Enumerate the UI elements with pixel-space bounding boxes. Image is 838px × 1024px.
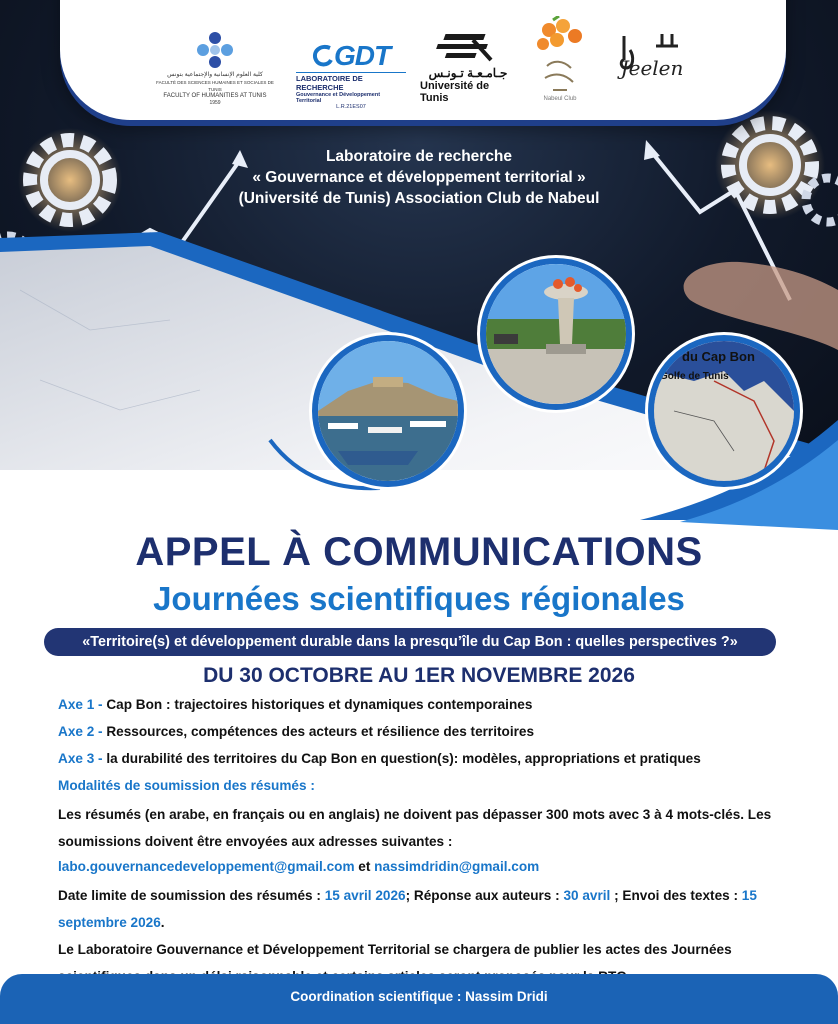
email-connector: et (354, 859, 375, 874)
jeelen-name: Jeelen (620, 56, 684, 80)
faculty-caption-fr: FACULTÉ DES SCIENCES HUMAINES ET SOCIALES DE TUNIS (156, 80, 274, 92)
axe-1-label: Axe 1 - (58, 697, 103, 712)
deadline-date-1: 15 avril 2026 (324, 888, 406, 903)
event-dates: DU 30 OCTOBRE AU 1ER NOVEMBRE 2026 (203, 664, 635, 687)
gdt-name: GDT (333, 40, 391, 71)
lab-line-3: (Université de Tunis) Association Club de Nabeul (238, 190, 600, 207)
deadline-end: . (160, 915, 165, 930)
axe-2-text: Ressources, compétences des acteurs et résilience des territoires (102, 724, 535, 739)
event-subtitle: Journées scientifiques régionales (153, 580, 685, 617)
axe-1 (58, 693, 798, 720)
call-title: APPEL À COMMUNICATIONS (135, 530, 703, 574)
deadline-date-2: 30 avril (563, 888, 611, 903)
email-line (58, 855, 798, 882)
axe-3-text: la durabilité des territoires du Cap Bon en question(s): modèles, appropriations et pratiques (102, 751, 701, 766)
gdt-line2: Gouvernance et Développement Territorial (296, 92, 381, 104)
axe-3 (58, 747, 798, 774)
call-body (58, 693, 798, 990)
deadline-label-3: ; Envoi des textes : (610, 888, 742, 903)
map-title-text: du Cap Bon (682, 349, 755, 364)
gdt-line3: L.R.21ES07 (336, 104, 366, 110)
deadline-date-3: 15 septembre 2026 (58, 888, 757, 930)
publication-text: Le Laboratoire Gouvernance et Développement Territorial se chargera de publier les actes des Journées (58, 942, 732, 957)
faculty-caption-ar: كلية العلوم الإنسانية والإجتماعية بتونس (167, 72, 263, 78)
modalites-heading: Modalités de soumission des résumés : (58, 778, 315, 793)
axe-1-text: Cap Bon : trajectoires historiques et dynamiques contemporaines (102, 697, 533, 712)
deadlines-text (58, 882, 798, 936)
lab-line-2: « Gouvernance et développement territorial » (252, 169, 586, 186)
deadline-label-2: ; Réponse aux auteurs : (405, 888, 564, 903)
email-link-2[interactable]: nassimdridin@gmail.com (374, 859, 540, 874)
photo-cap-bon-map (648, 335, 800, 487)
deadline-label-1: Date limite de soumission des résumés : (58, 888, 325, 903)
axe-2 (58, 720, 798, 747)
axe-2-label: Axe 2 - (58, 724, 103, 739)
axe-3-label: Axe 3 - (58, 751, 103, 766)
photo-harbour (312, 335, 464, 487)
photo-monument (480, 258, 632, 410)
universite-arabic: جـامـعـة تـونـس (428, 66, 508, 80)
map-gulf-text: Golfe de Tunis (660, 371, 729, 382)
theme-banner: «Territoire(s) et développement durable dans la presqu’île du Cap Bon : quelles perspectives ?» (44, 628, 776, 656)
faculty-caption-year: 1959 (209, 100, 221, 106)
universite-french: Université de Tunis (420, 80, 490, 104)
modalites-text: Les résumés (en arabe, en français ou en anglais) ne doivent pas dépasser 300 mots avec 3 à 4 mots-clés. Les soumissions doivent être envoyées aux adresses suivantes : (58, 807, 772, 849)
lab-line-1: Laboratoire de recherche (325, 148, 513, 165)
footer-coordination: Coordination scientifique : Nassim Dridi (0, 974, 838, 1024)
gdt-line1: LABORATOIRE DE RECHERCHE (296, 72, 406, 92)
email-link-1[interactable]: labo.gouvernancedeveloppement@gmail.com (58, 859, 355, 874)
faculty-caption-en: FACULTY OF HUMANITIES AT TUNIS (163, 93, 267, 99)
nabeul-caption: Nabeul Club (543, 96, 577, 102)
